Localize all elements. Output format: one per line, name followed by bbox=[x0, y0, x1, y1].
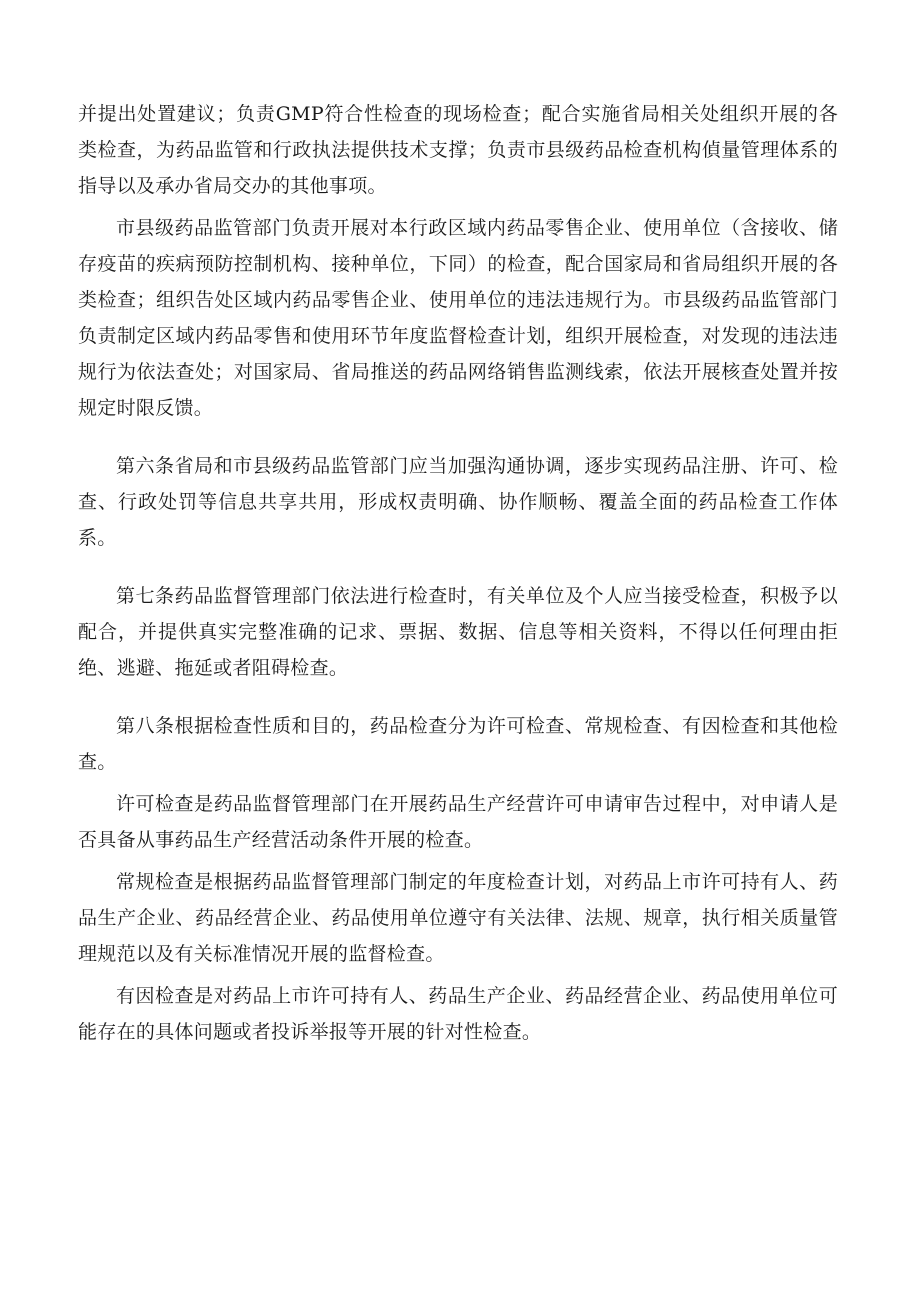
paragraph-routine-inspection: 常规检查是根据药品监督管理部门制定的年度检查计划，对药品上市许可持有人、药品生产企业、药品经营企业、药品使用单位遵守有关法律、法规、规章，执行相关质量管理规范以及有关标准情况开展的监督检查。 bbox=[78, 871, 838, 965]
paragraph-article-7: 第七条药品监督管理部门依法进行检查时，有关单位及个人应当接受检查，积极予以配合，并提供真实完整准确的记求、票据、数据、信息等相关资料，不得以任何理由拒绝、逃避、拖延或者阻碍检查。 bbox=[78, 585, 838, 679]
paragraph-article-6: 第六条省局和市县级药品监管部门应当加强沟通协调，逐步实现药品注册、许可、检查、行政处罚等信息共享共用，形成权责明确、协作顺畅、覆盖全面的药品检查工作体系。 bbox=[78, 455, 838, 549]
paragraph-county-level-duties: 市县级药品监管部门负责开展对本行政区域内药品零售企业、使用单位（含接收、储存疫苗的疾病预防控制机构、接种单位，下同）的检查，配合国家局和省局组织开展的各类检查；组织告处区域内药品零售企业、使用单位的违法违规行为。市县级药品监管部门负责制定区域内药品零售和使用环节年度监督检查计划，组织开展检查，对发现的违法违规行为依法查处；对国家局、省局推送的药品网络销售监测线索，依法开展核查处置并按规定时限反馈。 bbox=[78, 217, 838, 419]
document-page bbox=[78, 96, 838, 1050]
paragraph-article-8: 第八条根据检查性质和目的，药品检查分为许可检查、常规检查、有因检查和其他检查。 bbox=[78, 715, 838, 773]
paragraph-cause-inspection: 有因检查是对药品上市许可持有人、药品生产企业、药品经营企业、药品使用单位可能存在的具体问题或者投诉举报等开展的针对性检查。 bbox=[78, 985, 838, 1043]
paragraph-continuation: 并提出处置建议；负责GMP符合性检查的现场检查；配合实施省局相关处组织开展的各类检查，为药品监管和行政执法提供技术支撑；负责市县级药品检查机构偵量管理体系的指导以及承办省局交办的其他事项。 bbox=[78, 103, 838, 197]
paragraph-permit-inspection: 许可检查是药品监督管理部门在开展药品生产经营许可申请审告过程中，对申请人是否具备从事药品生产经营活动条件开展的检查。 bbox=[78, 793, 838, 851]
